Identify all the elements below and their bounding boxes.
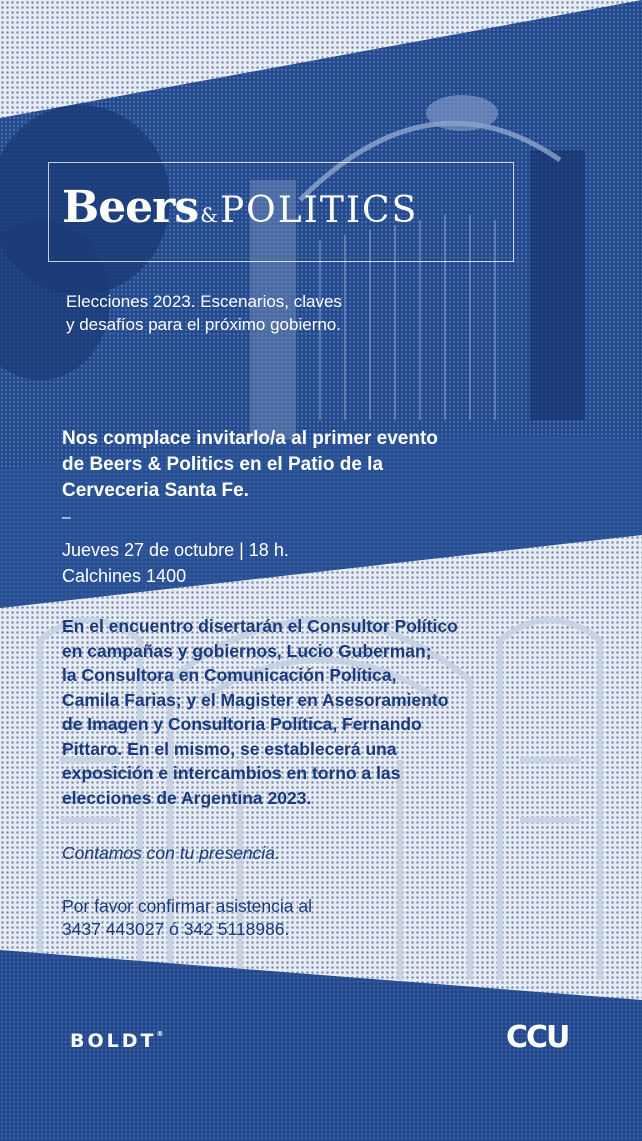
description-line: de Imagen y Consultoria Política, Fernando	[62, 714, 422, 734]
invitation-line: Nos complace invitarlo/a al primer evento	[62, 428, 438, 449]
title-beers: Beers	[62, 182, 199, 233]
separator-dash: –	[62, 509, 71, 526]
invitation-line: Cerveceria Santa Fe.	[62, 480, 249, 501]
rsvp-info	[62, 895, 462, 941]
registered-mark: ®	[156, 1030, 164, 1038]
description-line: la Consultora en Comunicación Política,	[62, 665, 397, 685]
event-title	[62, 182, 419, 233]
event-description	[62, 614, 522, 810]
closing-message: Contamos con tu presencia.	[62, 843, 280, 863]
invitation-heading	[62, 426, 542, 504]
title-ampersand: &	[200, 203, 218, 227]
subtitle-line: Elecciones 2023. Escenarios, claves	[66, 292, 342, 311]
event-address: Calchines 1400	[62, 566, 187, 586]
description-line: Pittaro. En el mismo, se establecerá una	[62, 738, 397, 759]
description-line: exposición e intercambios en torno a las	[62, 763, 401, 783]
subtitle-line: y desafíos para el próximo gobierno.	[66, 315, 341, 334]
description-line: En el encuentro disertarán el Consultor Político	[62, 616, 458, 636]
boldt-logo-text: BOLDT	[70, 1030, 157, 1052]
ccu-logo: CCU	[506, 1020, 569, 1055]
event-subtitle	[66, 290, 446, 336]
description-line: elecciones de Argentina 2023.	[62, 787, 312, 808]
description-line: Camila Farias; y el Magister en Asesoramiento	[62, 689, 449, 710]
invitation-line: de Beers & Politics en el Patio de la	[62, 454, 384, 475]
rsvp-line: Por favor confirmar asistencia al	[62, 896, 312, 916]
boldt-logo	[70, 1030, 163, 1052]
rsvp-phone-numbers: 3437 443027 ó 342 5118986.	[62, 919, 290, 939]
title-politics: POLITICS	[219, 190, 419, 231]
description-line: en campañas y gobiernos, Lucio Guberman;	[62, 640, 432, 661]
event-date: Jueves 27 de octubre | 18 h.	[62, 540, 289, 560]
